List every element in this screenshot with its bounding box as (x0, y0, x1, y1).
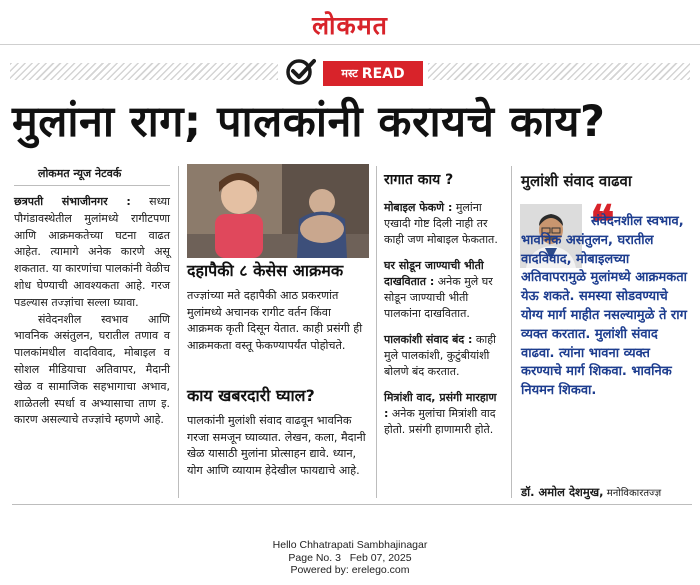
expert-quote (521, 213, 689, 401)
column-divider-1 (178, 166, 179, 498)
section-eight-of-ten-title: दहापैकी ८ केसेस आक्रमक (187, 261, 344, 280)
section-precautions-body: पालकांनी मुलांशी संवाद वाढवून भावनिक गरजा समजून घ्याव्यात. लेखन, कला, मैदानी खेळ यासाठी मुलांना प्रोत्साहन द्यावे. ध्यान, योग आणि व्यायाम हेदेखील फायद्याचे आहे. (187, 414, 366, 477)
expert-quote-body: भावनिक असंतुलन, घरातील वादविवाद, मोबाइलच्या अतिवापरामुळे मुलांमध्ये आक्रमकता येऊ शकते. समस्या सोडवण्याचे योग्य मार्ग माहीत नसल्यामुळे ते राग व्यक्त करतात. मुलांशी संवाद वाढवा. त्यांना भावना व्यक्त करण्याचे मार्ग शिकवा. भावनिक नियमन शिकवा. (521, 232, 688, 399)
hatch-decoration-left (10, 63, 278, 80)
expert-column-title: मुलांशी संवाद वाढवा (521, 172, 632, 190)
lokmat-logo[interactable]: लोकमत (312, 11, 388, 40)
column-divider-2 (376, 166, 377, 498)
powered-by-link[interactable]: Powered by: erelego.com (290, 564, 410, 576)
article-bottom-rule (12, 504, 692, 505)
column-divider-3 (511, 166, 512, 498)
dateline: छत्रपती संभाजीनगर : (14, 195, 131, 208)
checkmark-circle-icon (284, 57, 316, 87)
expert-role: मनोविकारतज्ज्ञ (603, 488, 662, 499)
expert-signature (521, 484, 696, 502)
page-and-date: Page No. 3 Feb 07, 2025 (288, 551, 412, 564)
masthead-divider (0, 44, 700, 45)
section-precautions (187, 385, 369, 479)
column-in-anger (384, 170, 502, 448)
must-read-devanagari: मस्ट (341, 67, 358, 80)
page-footer (0, 539, 700, 577)
article-headline: मुलांना राग; पालकांनी करायचे काय? (12, 97, 606, 147)
main-story-body (14, 194, 170, 429)
must-read-english: READ (361, 65, 405, 82)
list-item: मोबाइल फेकणे : मुलांना एखादी गोष्ट दिली नाही तर काही जण मोबाइल फेकतात. (384, 201, 498, 246)
section-eight-of-ten (187, 260, 369, 354)
edition-name: Hello Chhatrapati Sambhajinagar (272, 539, 428, 551)
hatch-decoration-right (428, 63, 690, 80)
in-anger-title: रागात काय ? (384, 172, 454, 188)
byline: लोकमत न्यूज नेटवर्क (14, 166, 170, 186)
angry-child-photo (187, 164, 369, 258)
list-item: मित्रांशी वाद, प्रसंगी मारहाण : अनेक मुलांचा मित्रांशी वाद होतो. प्रसंगी हाणामारी होते. (384, 391, 497, 436)
must-read-badge (323, 61, 423, 86)
main-story-para-2: संवेदनशील स्वभाव आणि भावनिक असंतुलन, घरातील तणाव व पालकांमधील वादविवाद, मोबाइल व सोशल मीडियाचा अतिवापर, मैदानी खेळ व सामाजिक सहभागाचा अभाव, शाळेतली स्पर्धा व अभ्यासाचा ताण इ. कारण असल्याचे तज्ज्ञांचे म्हणणे आहे. (14, 312, 170, 427)
quote-mark-icon: ❝ (590, 195, 615, 249)
main-story-para-1: छत्रपती संभाजीनगर : सध्या पौगंडावस्थेतील मुलांमध्ये रागीटपणा आणि आक्रमकतेच्या घटना वाढत आहेत. त्यामागे अनेक कारणे असू शकतात. या कारणांचा पालकांनी वेळीच शोध घेण्याची आवश्यकता आहे. गरज पडल्यास तज्ज्ञांचा सल्ला घ्यावा. (14, 195, 170, 309)
section-precautions-title: काय खबरदारी घ्याल? (187, 386, 315, 405)
expert-name: डॉ. अमोल देशमुख, (521, 485, 604, 499)
list-item: घर सोडून जाण्याची भीती दाखवितात : अनेक मुले घर सोडून जाण्याची भीती पालकांना दाखवितात. (384, 259, 493, 320)
column-main-story (14, 166, 170, 429)
list-item: पालकांशी संवाद बंद : काही मुले पालकांशी, कुटुंबीयांशी बोलणे बंद करतात. (384, 333, 496, 378)
section-eight-of-ten-body: तज्ज्ञांच्या मते दहापैकी आठ प्रकरणांत मुलांमध्ये अचानक रागीट वर्तन किंवा आक्रमक कृती दिसून येतात. काही प्रसंगी ही आक्रमकता वस्तू फेकण्यापर्यंत पोहोचते. (187, 289, 363, 352)
masthead (0, 0, 700, 46)
expert-quote-lead: संवेदनशील स्वभाव, (591, 214, 684, 229)
